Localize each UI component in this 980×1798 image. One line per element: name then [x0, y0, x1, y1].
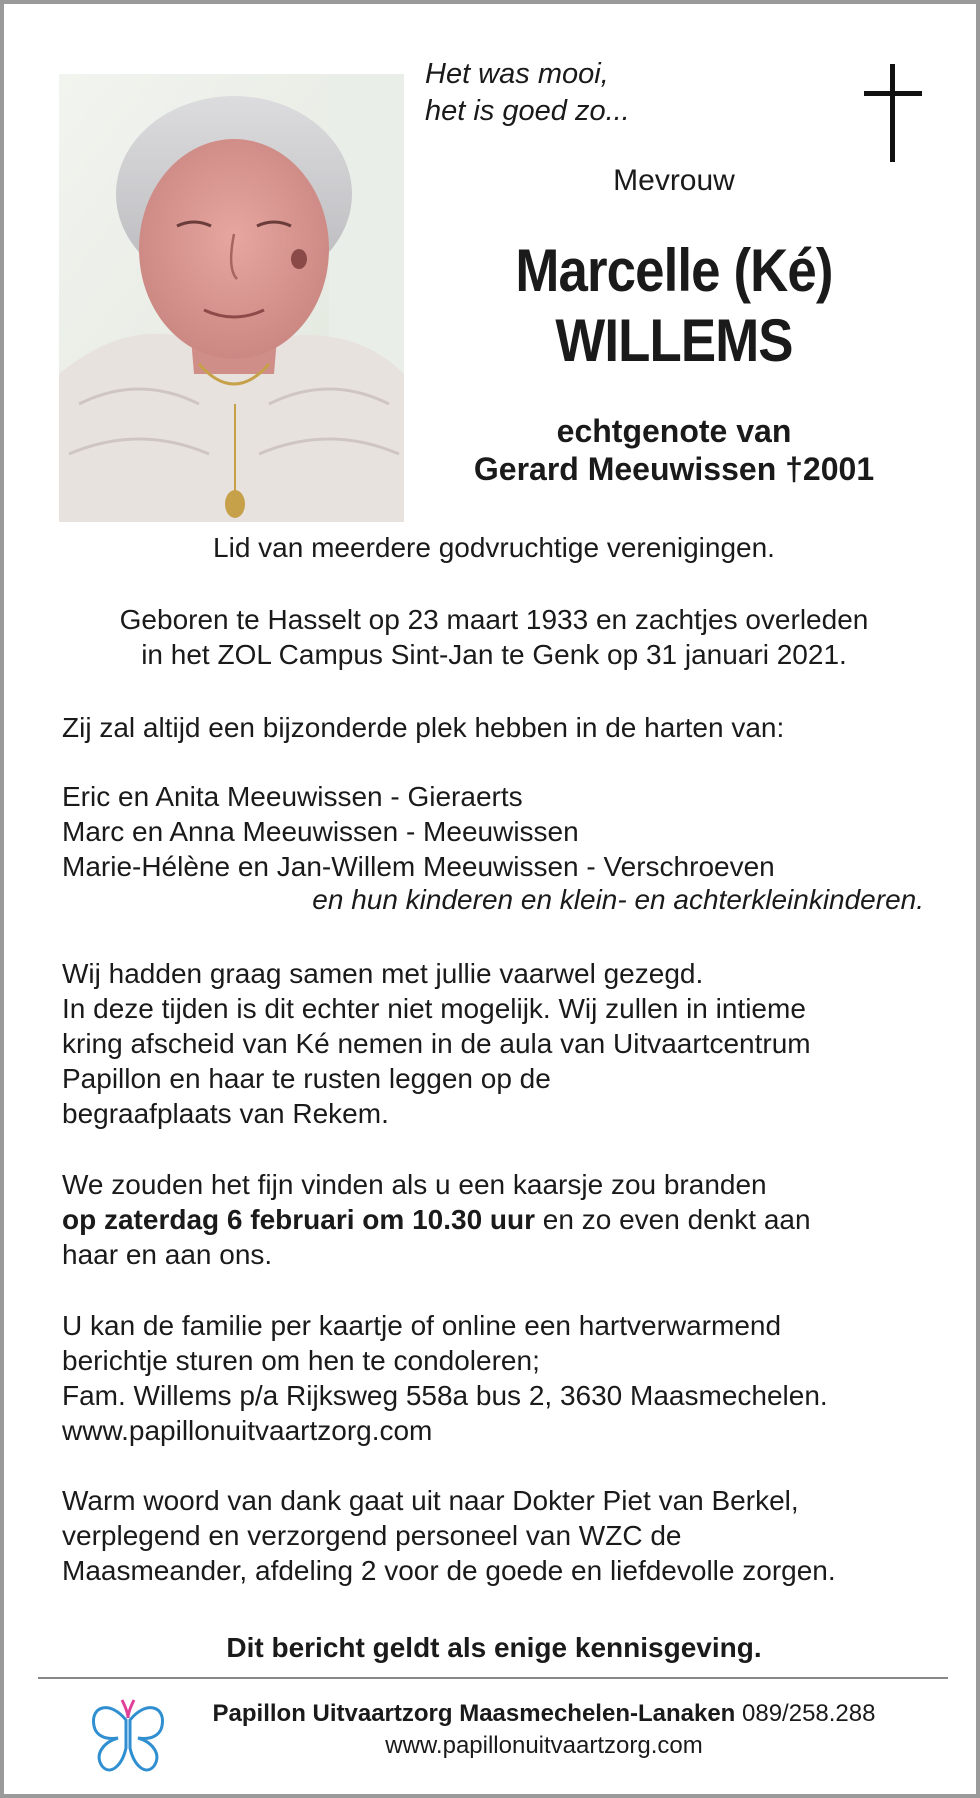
birth-death-text [34, 602, 954, 672]
farewell-line: kring afscheid van Ké nemen in de aula van Uitvaartcentrum [62, 1028, 811, 1059]
candle-line-3: haar en aan ons. [62, 1239, 273, 1270]
farewell-line: In deze tijden is dit echter niet mogelijk. Wij zullen in intieme [62, 993, 806, 1024]
condolence-address: Fam. Willems p/a Rijksweg 558a bus 2, 3630 Maasmechelen. [62, 1380, 828, 1411]
funeral-home-phone[interactable]: 089/258.288 [735, 1700, 876, 1727]
spouse-info [424, 412, 924, 488]
candle-paragraph [62, 1167, 942, 1272]
funeral-home-website[interactable]: www.papillonuitvaartzorg.com [385, 1732, 703, 1759]
notice-text: Dit bericht geldt als enige kennisgeving. [226, 1632, 762, 1663]
funeral-home-line [184, 1698, 904, 1730]
condolence-line: berichtje sturen om hen te condoleren; [62, 1345, 540, 1376]
tagline-line-2: het is goed zo... [425, 95, 630, 127]
birth-line-2: in het ZOL Campus Sint-Jan te Genk op 31 januari 2021. [141, 639, 847, 670]
spouse-line-2: Gerard Meeuwissen †2001 [473, 451, 875, 487]
ceremony-date: op zaterdag 6 februari om 10.30 uur [62, 1204, 536, 1235]
condolence-line: U kan de familie per kaartje of online een hartverwarmend [62, 1310, 782, 1341]
birth-line-1: Geboren te Hasselt op 23 maart 1933 en zachtjes overleden [119, 604, 869, 635]
cross-icon [864, 64, 922, 162]
farewell-line: Papillon en haar te rusten leggen op de [62, 1063, 551, 1094]
tagline-line-1: Het was mooi, [425, 58, 609, 90]
family-member: Marc en Anna Meeuwissen - Meeuwissen [62, 816, 579, 847]
farewell-line: begraafplaats van Rekem. [62, 1098, 389, 1129]
footer-divider [38, 1677, 948, 1679]
hearts-intro: Zij zal altijd een bijzonderde plek hebben in de harten van: [62, 712, 785, 743]
family-list [62, 779, 942, 884]
farewell-line: Wij hadden graag samen met jullie vaarwel gezegd. [62, 958, 704, 989]
thanks-line: Warm woord van dank gaat uit naar Dokter Piet van Berkel, [62, 1485, 799, 1516]
portrait-photo [59, 74, 404, 522]
candle-line-2-rest: en zo even denkt aan [535, 1204, 811, 1235]
funeral-home-info [184, 1698, 904, 1762]
spouse-line-1: echtgenote van [556, 413, 792, 449]
name-first: Marcelle (Ké) [515, 237, 833, 304]
thanks-line: Maasmeander, afdeling 2 voor de goede en liefdevolle zorgen. [62, 1555, 836, 1586]
tagline [425, 56, 630, 130]
name-last: WILLEMS [555, 307, 793, 374]
family-suffix: en hun kinderen en klein- en achterkleinkinderen. [312, 884, 924, 915]
title-prefix: Mevrouw [613, 164, 735, 197]
thanks-paragraph [62, 1483, 942, 1588]
deceased-name [454, 236, 894, 376]
thanks-line: verplegend en verzorgend personeel van WZC de [62, 1520, 682, 1551]
condolence-paragraph [62, 1308, 942, 1448]
farewell-paragraph [62, 956, 942, 1131]
candle-line-2 [62, 1202, 942, 1237]
portrait-image [59, 74, 404, 522]
family-member: Marie-Hélène en Jan-Willem Meeuwissen - Verschroeven [62, 851, 775, 882]
funeral-home-name: Papillon Uitvaartzorg Maasmechelen-Lanaken [212, 1700, 736, 1727]
butterfly-logo-icon [88, 1696, 168, 1774]
family-member: Eric en Anita Meeuwissen - Gieraerts [62, 781, 523, 812]
condolence-website[interactable]: www.papillonuitvaartzorg.com [62, 1415, 433, 1446]
membership-text: Lid van meerdere godvruchtige verenigingen. [213, 532, 775, 563]
candle-line-1: We zouden het fijn vinden als u een kaarsje zou branden [62, 1169, 767, 1200]
